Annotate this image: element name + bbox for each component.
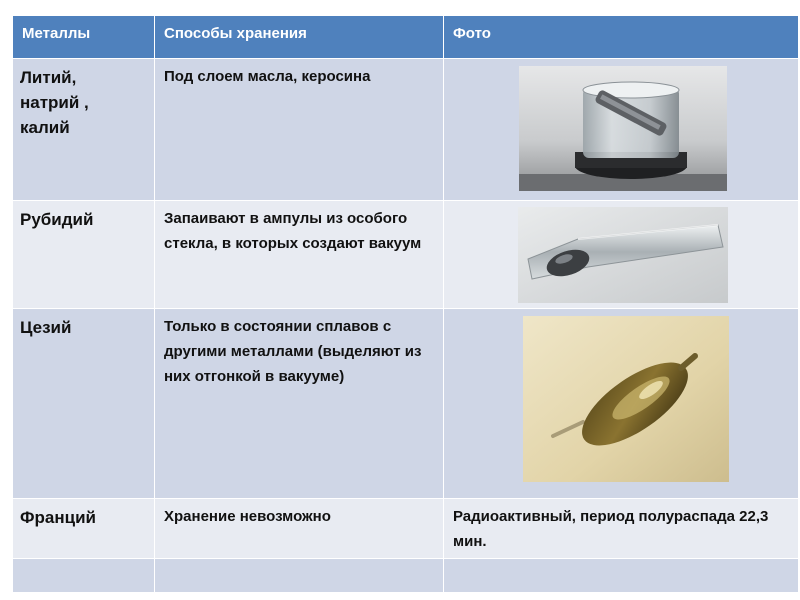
- francium-note: Радиоактивный, период полураспада 22,3 мин.: [453, 508, 769, 550]
- storage-method: Под слоем масла, керосина: [164, 68, 371, 85]
- photo-cell: [444, 309, 799, 499]
- photo-cell: [444, 59, 799, 201]
- cesium-ampoule-photo: [523, 316, 729, 482]
- lithium-in-oil-photo: [519, 66, 727, 191]
- note-cell: [444, 499, 799, 559]
- method-cell: [155, 499, 444, 559]
- metal-cell: [13, 309, 155, 499]
- metal-name: Франций: [20, 508, 96, 527]
- method-cell: [155, 59, 444, 201]
- metal-cell: [13, 201, 155, 309]
- table-row: [13, 201, 799, 309]
- metal-cell: [13, 59, 155, 201]
- metal-name: Литий, натрий , калий: [20, 68, 89, 137]
- header-row: [13, 16, 799, 59]
- header-photo: Фото: [444, 16, 799, 59]
- storage-method: Только в состоянии сплавов с другими металлами (выделяют из них отгонкой в вакууме): [164, 318, 422, 385]
- header-storage-methods: Способы хранения: [155, 16, 444, 59]
- empty-note: [444, 559, 798, 564]
- note-cell: [444, 559, 799, 593]
- header-metals: Металлы: [13, 16, 155, 59]
- metal-name: Рубидий: [20, 210, 94, 229]
- alkali-metals-storage-table: [12, 15, 799, 593]
- metal-cell: [13, 499, 155, 559]
- method-cell: [155, 201, 444, 309]
- photo-cell: [444, 201, 799, 309]
- metal-name: Цезий: [20, 318, 72, 337]
- table-row: [13, 59, 799, 201]
- method-cell: [155, 309, 444, 499]
- table-row: [13, 499, 799, 559]
- rubidium-ampoule-photo: [518, 207, 728, 303]
- metal-cell: [13, 559, 155, 593]
- storage-method: Запаивают в ампулы из особого стекла, в которых создают вакуум: [164, 210, 422, 252]
- method-cell: [155, 559, 444, 593]
- storage-method: Хранение невозможно: [164, 508, 331, 525]
- table-row: [13, 559, 799, 593]
- table-row: [13, 309, 799, 499]
- storage-method: [155, 559, 443, 564]
- metal-name: [13, 559, 154, 565]
